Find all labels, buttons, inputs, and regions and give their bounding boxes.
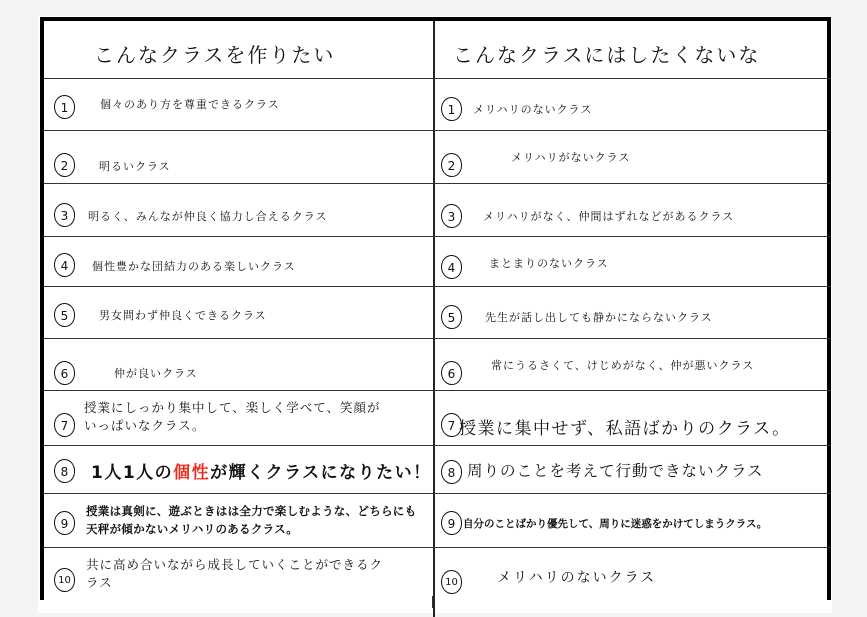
number-circle: 3 <box>441 204 462 228</box>
number-circle: 5 <box>54 303 75 327</box>
right-item-text: 周りのことを考えて行動できないクラス <box>467 462 764 480</box>
number-circle: 3 <box>54 203 75 227</box>
number-circle: 9 <box>54 511 75 535</box>
right-row-1 <box>433 79 831 131</box>
number-circle: 2 <box>54 153 75 177</box>
number-circle: 8 <box>441 460 462 484</box>
number-circle: 6 <box>441 361 462 385</box>
left-row-9 <box>44 494 433 548</box>
right-item-text: メリハリのないクラス <box>473 103 593 116</box>
right-item-text: メリハリのないクラス <box>497 570 657 586</box>
right-row-7 <box>433 391 831 446</box>
right-column <box>433 21 827 600</box>
left-row-3 <box>44 184 433 237</box>
right-item-text: 自分のことばかり優先して、周りに迷惑をかけてしまうクラス。 <box>463 518 768 530</box>
left-item-text: 明るく、みんなが仲良く協力し合えるクラス <box>88 210 328 223</box>
right-row-8 <box>433 446 831 494</box>
left-column <box>44 21 433 600</box>
left-item-text: 個性豊かな団結力のある楽しいクラス <box>92 260 296 273</box>
left-row-2 <box>44 131 433 184</box>
left-item-text: 共に高め合いながら成長していくことができるクラス <box>86 557 384 590</box>
left-item-text: 明るいクラス <box>99 160 171 173</box>
left-header: こんなクラスを作りたい <box>94 43 336 67</box>
number-circle: 9 <box>441 511 462 535</box>
number-circle: 1 <box>441 97 462 121</box>
left-row-10 <box>44 548 433 604</box>
left-row-6 <box>44 339 433 391</box>
text-part: が輝くクラスになりたい！ <box>210 463 432 483</box>
right-row-9 <box>433 494 831 548</box>
left-row-1 <box>44 79 433 131</box>
right-row-4 <box>433 237 831 287</box>
right-row-10 <box>433 548 831 604</box>
right-row-3 <box>433 184 831 237</box>
right-row-6 <box>433 339 831 391</box>
left-item-text: 仲が良いクラス <box>114 367 198 380</box>
right-item-text: メリハリがないクラス <box>511 151 631 164</box>
left-row-8 <box>44 446 433 494</box>
left-item-text: 授業は真剣に、遊ぶときはは全力で楽しむような、どちらにも天秤が傾かないメリハリのあるクラス。 <box>86 504 417 536</box>
number-circle: 5 <box>441 305 462 329</box>
right-row-2 <box>433 131 831 184</box>
left-item-text: 個々のあり方を尊重できるクラス <box>100 98 280 111</box>
divider-tail <box>432 596 433 608</box>
left-item-text: 授業にしっかり集中して、楽しく学べて、笑顔がいっぱいなクラス。 <box>84 400 381 433</box>
right-item-text: メリハリがなく、仲間はずれなどがあるクラス <box>483 210 735 223</box>
right-item-text: まとまりのないクラス <box>489 257 609 270</box>
number-circle: 10 <box>441 570 462 594</box>
number-circle: 2 <box>441 153 462 177</box>
number-circle: 7 <box>441 413 462 437</box>
left-row-5 <box>44 287 433 339</box>
right-item-text: 授業に集中せず、私語ばかりのクラス。 <box>459 419 791 439</box>
left-item-text: 男女問わず仲良くできるクラス <box>99 309 267 322</box>
right-row-5 <box>433 287 831 339</box>
right-header-cell <box>433 21 831 79</box>
comparison-table <box>40 17 831 600</box>
left-item-text <box>91 458 432 483</box>
number-circle: 4 <box>54 253 75 277</box>
highlight-text: 個性 <box>173 463 211 483</box>
text-part: 1人1人の <box>91 463 174 483</box>
number-circle: 7 <box>54 413 75 437</box>
right-header: こんなクラスにはしたくないな <box>453 43 761 67</box>
number-circle: 8 <box>54 459 75 483</box>
number-circle: 1 <box>54 95 75 119</box>
left-row-4 <box>44 237 433 287</box>
right-item-text: 先生が話し出しても静かにならないクラス <box>485 311 713 324</box>
number-circle: 10 <box>54 568 75 592</box>
number-circle: 6 <box>54 361 75 385</box>
left-row-7 <box>44 391 433 446</box>
number-circle: 4 <box>441 255 462 279</box>
left-header-cell <box>44 21 433 79</box>
right-item-text: 常にうるさくて、けじめがなく、仲が悪いクラス <box>491 359 755 372</box>
